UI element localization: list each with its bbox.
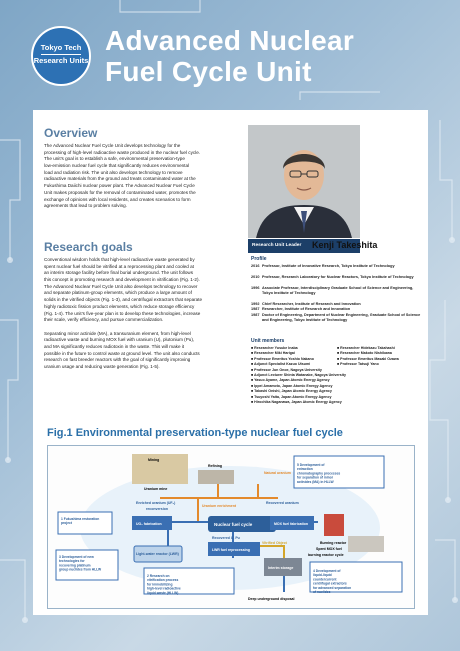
research-goals-line: solids in the vitrified objects (Fig. 1-3), and centrifugal extractors that separate — [44, 297, 203, 303]
profile-text: Professor, Research Laboratory for Nuclear Reactors, Tokyo Institute of Technology — [262, 275, 414, 279]
label-reconversion: reconversion — [146, 507, 168, 511]
label-mox: MOX fuel fabrication — [274, 522, 309, 526]
figure-frame — [47, 445, 415, 609]
member-item: ■ Tsuyoshi Yaita, Japan Atomic Energy Agency — [251, 394, 332, 399]
research-goals-text — [44, 257, 244, 371]
label-burning-cycle: burning reactor cycle — [308, 553, 344, 557]
profile-year: 1992 — [251, 302, 260, 306]
research-goals-line: and separate platinum-group elements, which produce a large amount of — [44, 290, 192, 296]
label-lwr: Light-water reactor (LWR) — [136, 552, 179, 556]
overview-line: load and radiation risk. The unit also develops technology to remove — [44, 169, 183, 175]
overview-line: radioactive materials from the ground and treats contaminated water at the — [44, 176, 196, 182]
profile-text: Researcher, Institute of Research and Innovation — [262, 307, 351, 311]
research-goals-line: spent nuclear fuel should be vitrified at a reprocessing plant and cooled at — [44, 263, 194, 269]
research-goals-line: research on fast breeder reactors with the goal of significantly improving — [44, 357, 191, 363]
overview-line: low-emission nuclear fuel cycle that significantly reduces environmental — [44, 163, 190, 169]
label-uo2: UO₂ fabrication — [136, 522, 162, 526]
callout-3: 3 Development of new technologies for recovering platinum group nuclides from HLLW — [59, 555, 102, 572]
overview-line: The unit’s goal is to establish a safe, environmental preservation-type — [44, 156, 185, 162]
overview-line: agreements that lead to problem solving. — [44, 203, 127, 209]
member-item: ■ Professor Jun Onoe, Nagoya University — [251, 367, 322, 372]
callout-2: 2 Research on vitrification process for immobilizing high-level radioactive liquid waste (HLLW) — [147, 574, 181, 595]
overview-line: exchange of opinions with local residents, and creates scenarios to form — [44, 196, 191, 202]
member-item: ■ Professor Emeritus Yoshio Nakano — [251, 356, 314, 361]
research-goals-line: The Advanced Nuclear Fuel Cycle Unit also develops technology to recover — [44, 283, 198, 289]
page-title — [105, 25, 354, 87]
research-goals-line: highly radiotoxic fission product elements, which reduce storage efficiency — [44, 303, 195, 309]
profile-year: 2016 — [251, 264, 260, 268]
member-item: ■ Researcher Miki Harigai — [251, 351, 295, 356]
label-burning: Burning reactor — [320, 541, 347, 545]
unit-members-heading: Unit members — [251, 338, 285, 344]
portrait-illustration — [248, 125, 360, 238]
figure-heading: Fig.1 Environmental preservation-type nuclear fuel cycle — [47, 427, 343, 439]
profile-text: Professor, Institute of Innovative Research, Tokyo Institute of Technology — [262, 264, 395, 268]
profile-year: 1987 — [251, 307, 260, 311]
label-spent-mox: Spent MOX fuel — [316, 547, 342, 551]
research-goals-heading: Research goals — [44, 240, 133, 254]
label-vitrified: Vitrified Object — [262, 541, 287, 545]
member-item: ■ Hirochika Naganawa, Japan Atomic Energy Agency — [251, 400, 342, 404]
member-item: ■ Adjunct Specialist Kazuo Utsumi — [251, 362, 311, 367]
member-item: ■ Adjunct Lecturer Shinta Watanabe, Nagoya University — [251, 373, 346, 377]
leader-photo — [248, 125, 360, 238]
profile-text: Doctor of Engineering, Department of Nuclear Engineering, Graduate School of Science and Engineering, Tokyo Institute of Technology — [262, 313, 421, 322]
research-goals-line: this concept in promoting research and development in vitrification (Fig. 1-2). — [44, 277, 200, 283]
label-recovered-upu: Recovered U, Pu — [212, 536, 240, 540]
research-goals-line: (Fig. 1-4). The unit’s five-year plan is to develop these technologies, increase — [44, 310, 201, 316]
research-goals-line: uranium usage and reducing waste generation (Fig. 1-5). — [44, 364, 160, 369]
member-item: ■ Professor Tatsuji Yano — [337, 362, 379, 367]
label-disposal: Deep underground disposal — [248, 597, 295, 601]
leader-name: Kenji Takeshita — [312, 240, 378, 250]
leader-label: Research Unit Leader — [248, 239, 360, 253]
member-item: ■ Yasuo Ayame, Japan Atomic Energy Agency — [251, 378, 330, 383]
callout-1: 1 Fukushima restoration project — [61, 517, 100, 526]
research-goals-line: their scale, verify efficiency, and pursue commercialization. — [44, 317, 164, 323]
overview-text — [44, 143, 244, 210]
profile-text: Chief Researcher, Institute of Research and Innovation — [262, 302, 361, 306]
callout-5: 5 Development of extraction chromatography processes for separation of minor actinides (MA) in HLLW — [297, 463, 341, 484]
member-item: ■ Researcher Yusuke Inaba — [251, 346, 298, 350]
research-goals-line — [44, 324, 244, 331]
label-mining: Mining — [148, 458, 160, 462]
member-item: ■ Researcher Hidekazu Takahashi — [337, 346, 395, 350]
label-lwr-reprocessing: LWR fuel reprocessing — [212, 548, 250, 552]
profile-year: 1996 — [251, 286, 260, 290]
overview-line: processing of high-level radioactive waste produced in the nuclear fuel cycle. — [44, 149, 201, 155]
member-item: ■ Takashi Onishi, Japan Atomic Energy Agency — [251, 389, 332, 394]
label-recovered-uranium: Recovered uranium — [266, 501, 299, 505]
profile-year: 2010 — [251, 275, 260, 279]
label-cycle: Nuclear fuel cycle — [214, 522, 253, 527]
badge-line1: Tokyo Tech — [40, 43, 82, 52]
research-goals-line: radioactive waste and burning MOX fuel with uranium (U), plutonium (Pu), — [44, 337, 195, 343]
research-goals-line: Conventional wisdom holds that high-level radioactive waste generated by — [44, 257, 195, 262]
overview-line: Fukushima Daiichi nuclear power plant. The Advanced Nuclear Fuel Cycle — [44, 183, 195, 189]
member-item: ■ Professor Emeritus Masaki Ozawa — [337, 356, 399, 361]
research-goals-line: an interim storage facility before final burial underground. The unit follows — [44, 270, 194, 276]
callout-4: 4 Development of liquid-liquid countercurrent centrifugal extractors for advanced separation of nuclides — [313, 569, 352, 594]
title-line2: Fuel Cycle Unit — [105, 56, 312, 87]
research-goals-line: and MA significantly reduces radiotoxin in the waste. This will make it — [44, 343, 185, 349]
label-refining: Refining — [208, 464, 222, 468]
tokyo-tech-badge — [31, 26, 91, 86]
overview-line: Unit makes proposals for the removal of contaminated water, promotes the — [44, 189, 196, 195]
label-natural-uranium: Natural uranium — [264, 471, 291, 475]
profile-year: 1987 — [251, 313, 260, 317]
member-item: ■ Ippei Amamoto, Japan Atomic Energy Agency — [251, 383, 333, 388]
overview-line: The Advanced Nuclear Fuel Cycle Unit develops technology for the — [44, 143, 181, 148]
member-item: ■ Researcher Makoto Nishikawa — [337, 351, 392, 356]
badge-line2: Research Units — [33, 56, 89, 65]
research-goals-line: Separating minor actinide (MA), a transuranium element, from high-level — [44, 330, 191, 336]
title-line1: Advanced Nuclear — [105, 25, 355, 56]
label-interim: Interim storage — [268, 566, 294, 570]
overview-heading: Overview — [44, 126, 98, 140]
profile-heading: Profile — [251, 256, 267, 262]
profile-text: Associate Professor, Interdisciplinary Graduate School of Science and Engineering, Tokyo Institute of Technology — [262, 286, 414, 295]
label-uranium-mine: Uranium mine — [144, 487, 168, 491]
label-enriched: Enriched uranium (UF₆) — [136, 501, 176, 505]
label-uranium-enrichment: Uranium enrichment — [202, 504, 237, 508]
research-goals-line: possible in the future to control waste at ground level. The unit also conducts — [44, 350, 200, 356]
fuel-cycle-diagram — [48, 446, 416, 610]
badge-divider — [41, 54, 81, 55]
